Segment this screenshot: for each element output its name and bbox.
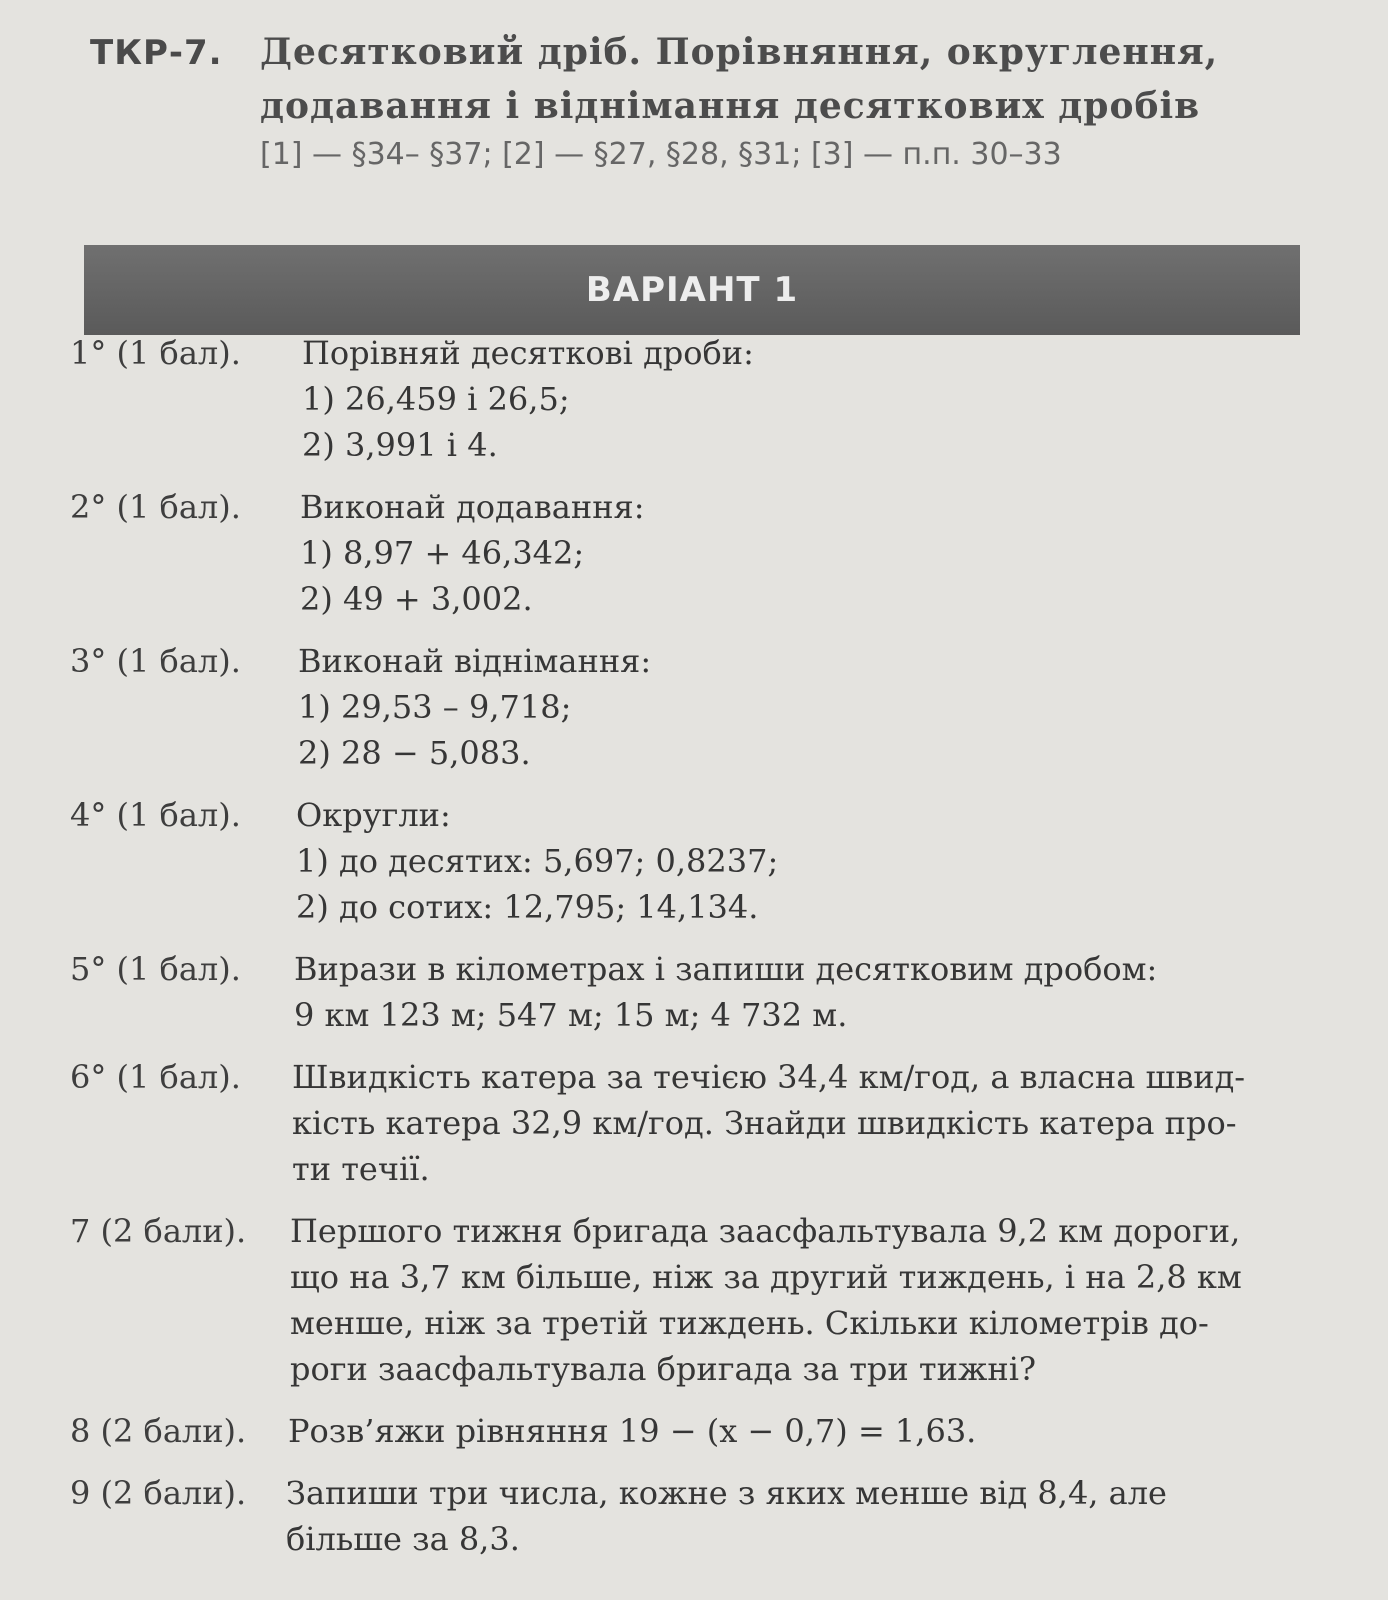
task-body <box>298 638 1298 776</box>
task-body <box>302 330 1302 468</box>
task-item: 2) 28 − 5,083. <box>298 734 531 772</box>
test-code: ТКР-7. <box>90 33 223 73</box>
task-item: 1) до десятих: 5,697; 0,8237; <box>296 842 779 880</box>
task-prompt: Виконай додавання: <box>300 488 645 526</box>
task-body <box>292 1054 1292 1192</box>
task-prompt: Порівняй десяткові дроби: <box>302 334 754 372</box>
task-number: 7 (2 бали). <box>70 1212 247 1250</box>
task-prompt: Округли: <box>296 796 451 834</box>
worksheet-title <box>260 25 1270 133</box>
task-number: 8 (2 бали). <box>70 1412 247 1450</box>
task-text-line: кість катера 32,9 км/год. Знайди швидкість катера про- <box>292 1104 1237 1142</box>
task-body <box>300 484 1300 622</box>
task-text-line: Розв’яжи рівняння 19 − (x − 0,7) = 1,63. <box>288 1412 977 1450</box>
task-text-line: що на 3,7 км більше, ніж за другий тиждень, і на 2,8 км <box>290 1258 1242 1296</box>
task-number: 3° (1 бал). <box>70 642 241 680</box>
task-body <box>286 1470 1286 1562</box>
textbook-references: [1] — §34– §37; [2] — §27, §28, §31; [3] — п.п. 30–33 <box>260 137 1062 172</box>
task-prompt: Вирази в кілометрах і запиши десятковим дробом: <box>294 950 1158 988</box>
task-item: 2) 49 + 3,002. <box>300 580 533 618</box>
task-item: 1) 26,459 і 26,5; <box>302 380 570 418</box>
task-item: 9 км 123 м; 547 м; 15 м; 4 732 м. <box>294 996 848 1034</box>
task-number: 5° (1 бал). <box>70 950 241 988</box>
task-number: 1° (1 бал). <box>70 334 241 372</box>
task-text-line: менше, ніж за третій тиждень. Скільки кілометрів до- <box>290 1304 1209 1342</box>
task-text-line: більше за 8,3. <box>286 1520 520 1558</box>
title-line-1: Десятковий дріб. Порівняння, округлення, <box>260 31 1219 73</box>
task-number: 2° (1 бал). <box>70 488 241 526</box>
task-prompt: Виконай віднімання: <box>298 642 652 680</box>
task-number: 4° (1 бал). <box>70 796 241 834</box>
task-text-line: Швидкість катера за течією 34,4 км/год, а власна швид- <box>292 1058 1246 1096</box>
task-body <box>290 1208 1290 1392</box>
task-text-line: ти течії. <box>292 1150 430 1188</box>
task-text-line: роги заасфальтувала бригада за три тижні? <box>290 1350 1037 1388</box>
task-item: 1) 8,97 + 46,342; <box>300 534 585 572</box>
task-body <box>294 946 1294 1038</box>
task-item: 2) 3,991 і 4. <box>302 426 498 464</box>
task-text-line: Запиши три числа, кожне з яких менше від 8,4, але <box>286 1474 1167 1512</box>
task-number: 6° (1 бал). <box>70 1058 241 1096</box>
variant-label: ВАРІАНТ 1 <box>585 270 799 310</box>
title-line-2: додавання і віднімання десяткових дробів <box>260 85 1201 127</box>
task-body <box>296 792 1296 930</box>
task-text-line: Першого тижня бригада заасфальтувала 9,2 км дороги, <box>290 1212 1241 1250</box>
task-item: 2) до сотих: 12,795; 14,134. <box>296 888 759 926</box>
variant-banner <box>84 245 1300 335</box>
task-number: 9 (2 бали). <box>70 1474 247 1512</box>
task-body <box>288 1408 1288 1454</box>
task-item: 1) 29,53 – 9,718; <box>298 688 572 726</box>
